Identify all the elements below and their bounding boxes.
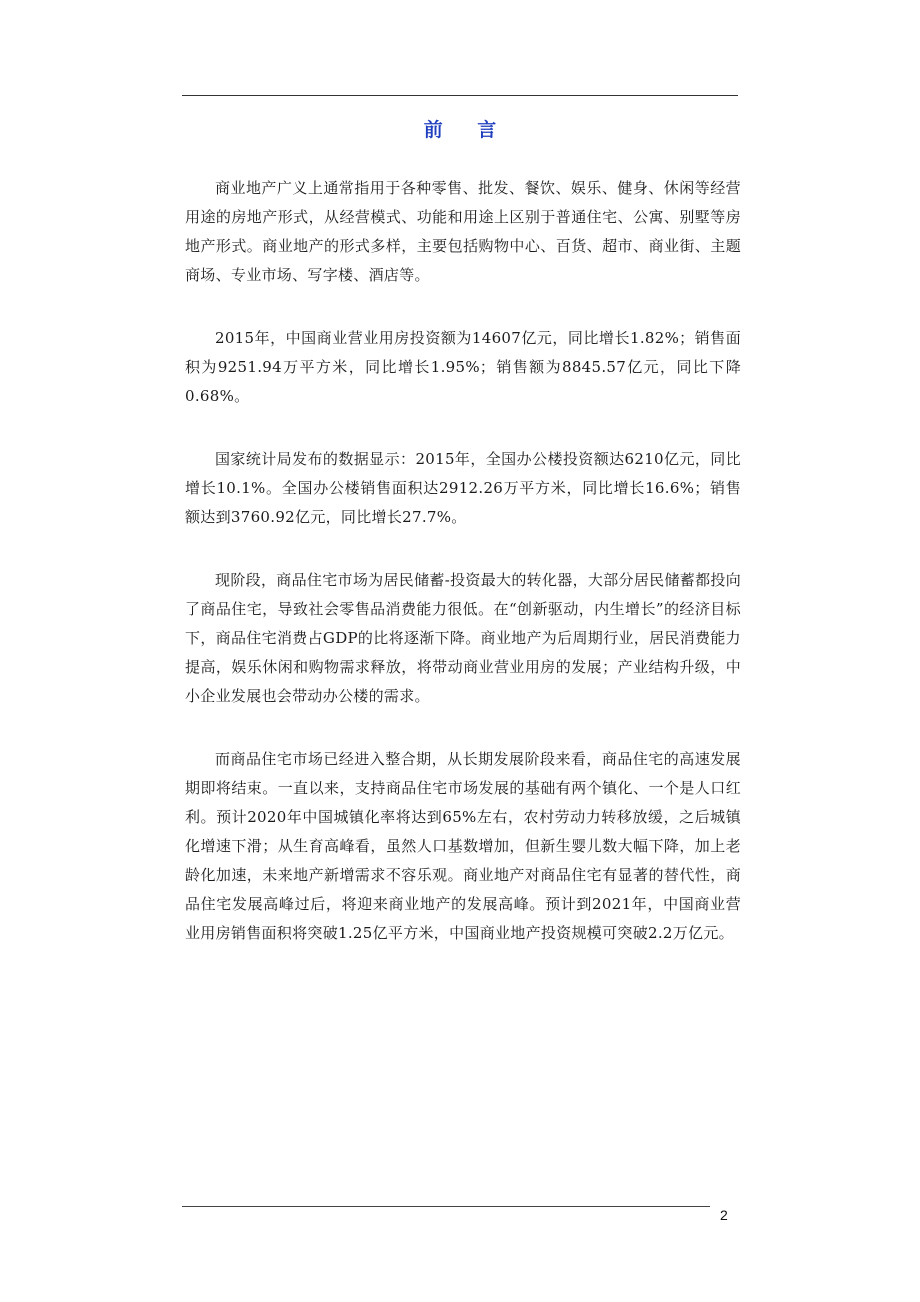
header-rule (182, 95, 738, 96)
footer-rule (182, 1206, 710, 1207)
paragraph-4: 现阶段，商品住宅市场为居民储蓄-投资最大的转化器，大部分居民储蓄都投向了商品住宅，导致社会零售品消费能力很低。在“创新驱动，内生增长”的经济目标下，商品住宅消费占GDP的比将逐渐下降。商业地产为后周期行业，居民消费能力提高，娱乐休闲和购物需求释放，将带动商业营业用房的发展；产业结构升级，中小企业发展也会带动办公楼的需求。 (185, 571, 741, 705)
paragraph-2: 2015年，中国商业营业用房投资额为14607亿元，同比增长1.82%；销售面积为9251.94万平方米，同比增长1.95%；销售额为8845.57亿元，同比下降0.68%。 (185, 329, 741, 405)
body-text (185, 174, 741, 982)
paragraph-1: 商业地产广义上通常指用于各种零售、批发、餐饮、娱乐、健身、休闲等经营用途的房地产形式，从经营模式、功能和用途上区别于普通住宅、公寓、别墅等房地产形式。商业地产的形式多样，主要包括购物中心、百货、超市、商业街、主题商场、专业市场、写字楼、酒店等。 (185, 179, 741, 284)
paragraph-3: 国家统计局发布的数据显示：2015年，全国办公楼投资额达6210亿元，同比增长10.1%。全国办公楼销售面积达2912.26万平方米，同比增长16.6%；销售额达到3760.92亿元，同比增长27.7%。 (185, 450, 741, 526)
page-number: 2 (720, 1207, 728, 1223)
page-title: 前 言 (423, 119, 511, 141)
paragraph-5: 而商品住宅市场已经进入整合期，从长期发展阶段来看，商品住宅的高速发展期即将结束。一直以来，支持商品住宅市场发展的基础有两个镇化、一个是人口红利。预计2020年中国城镇化率将达到65%左右，农村劳动力转移放缓，之后城镇化增速下滑；从生育高峰看，虽然人口基数增加，但新生婴儿数大幅下降，加上老龄化加速，未来地产新增需求不容乐观。商业地产对商品住宅有显著的替代性，商品住宅发展高峰过后，将迎来商业地产的发展高峰。预计到2021年，中国商业营业用房销售面积将突破1.25亿平方米，中国商业地产投资规模可突破2.2万亿元。 (185, 750, 741, 942)
